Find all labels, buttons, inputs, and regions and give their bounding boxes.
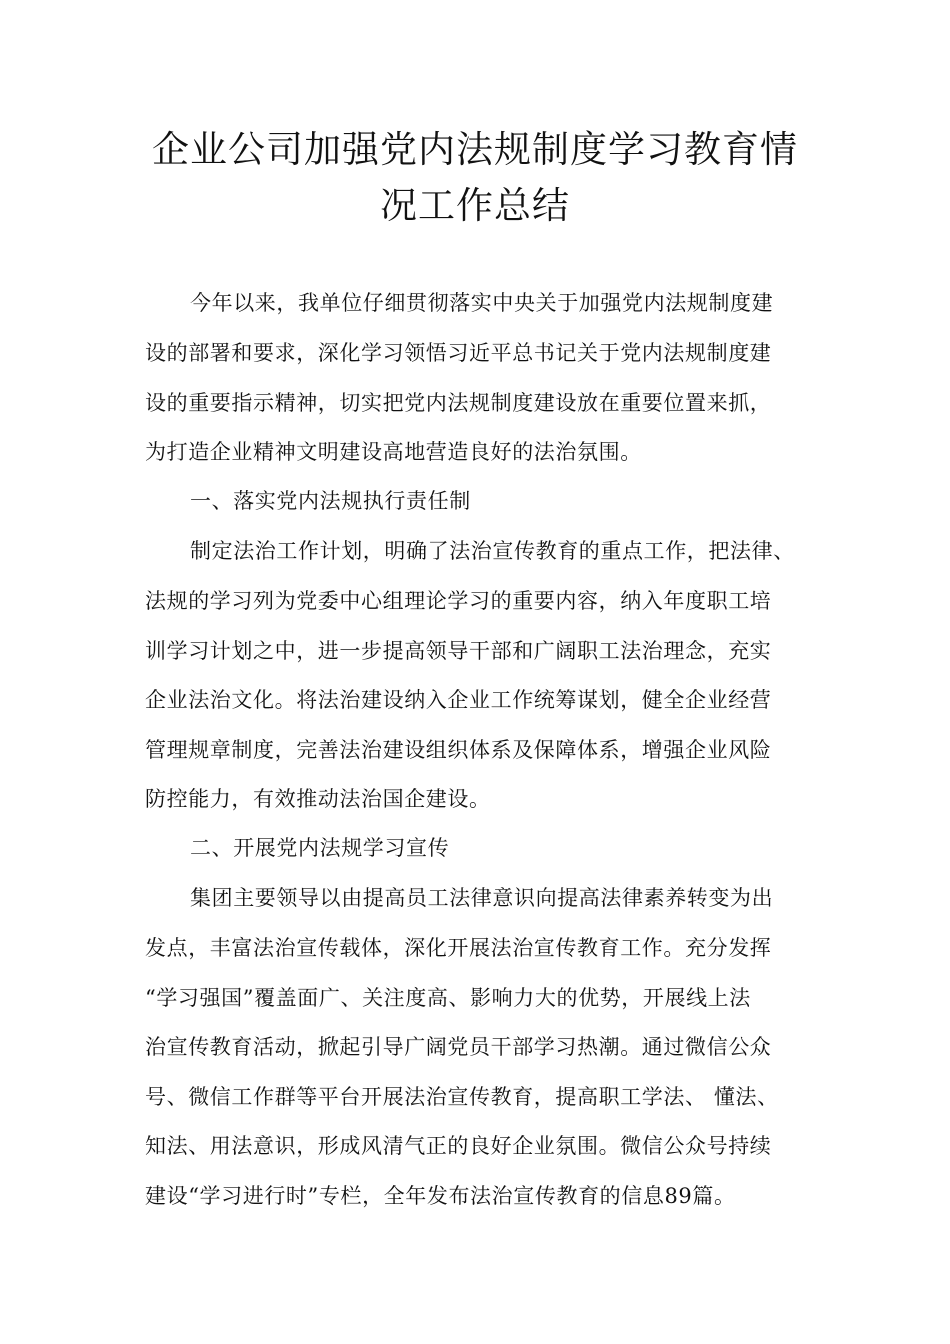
- section1-line-4: 企业法治文化。将法治建设纳入企业工作统筹谋划，健全企业经营: [145, 688, 772, 712]
- section2-line-7: 建设“学习进行时”专栏，全年发布法治宣传教育的信息89篇。: [145, 1184, 736, 1208]
- section2-line-2: 发点，丰富法治宣传载体，深化开展法治宣传教育工作。充分发挥: [145, 936, 772, 960]
- intro-line-1: 今年以来，我单位仔细贯彻落实中央关于加强党内法规制度建: [190, 291, 774, 315]
- section1-line-1: 制定法治工作计划，明确了法治宣传教育的重点工作，把法律、: [190, 539, 795, 563]
- section2-line-5: 号、微信工作群等平台开展法治宣传教育，提高职工学法、 懂法、: [145, 1085, 779, 1109]
- intro-line-3: 设的重要指示精神，切实把党内法规制度建设放在重要位置来抓，: [145, 391, 772, 415]
- section2-line-4: 治宣传教育活动，掀起引导广阔党员干部学习热潮。通过微信公众: [145, 1035, 772, 1059]
- section1-line-6: 防控能力，有效推动法治国企建设。: [145, 787, 491, 811]
- document-title-line-2: 况工作总结: [380, 184, 570, 227]
- intro-line-2: 设的部署和要求，深化学习领悟习近平总书记关于党内法规制度建: [145, 341, 772, 365]
- section-heading-1: 一、落实党内法规执行责任制: [190, 489, 471, 513]
- section2-line-6: 知法、用法意识，形成风清气正的良好企业氛围。微信公众号持续: [145, 1134, 772, 1158]
- section1-line-2: 法规的学习列为党委中心组理论学习的重要内容，纳入年度职工培: [145, 589, 772, 613]
- section1-line-3: 训学习计划之中，进一步提高领导干部和广阔职工法治理念，充实: [145, 639, 772, 663]
- section2-line-1: 集团主要领导以由提高员工法律意识向提高法律素养转变为出: [190, 886, 774, 910]
- section1-line-5: 管理规章制度，完善法治建设组织体系及保障体系，增强企业风险: [145, 738, 772, 762]
- document-title-line-1: 企业公司加强党内法规制度学习教育情: [152, 128, 798, 171]
- section-heading-2: 二、开展党内法规学习宣传: [190, 836, 450, 860]
- intro-line-4: 为打造企业精神文明建设高地营造良好的法治氛围。: [145, 440, 642, 464]
- section2-line-3: “学习强国”覆盖面广、关注度高、影响力大的优势，开展线上法: [145, 986, 751, 1010]
